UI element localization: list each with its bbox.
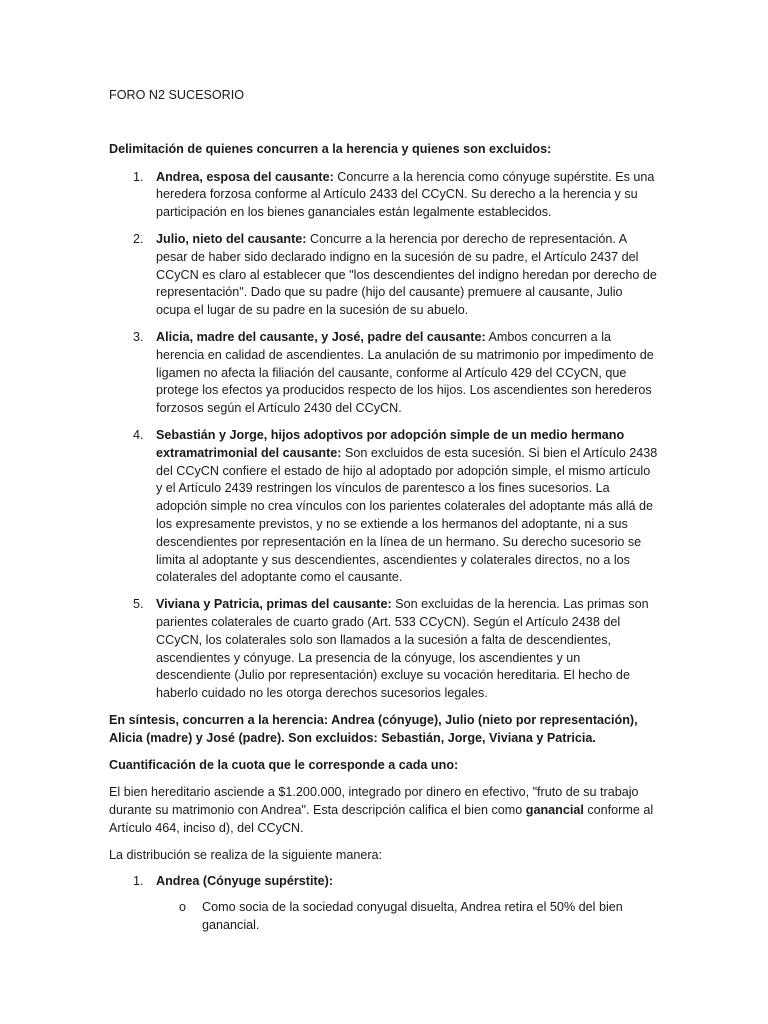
heir-label: Andrea, esposa del causante: — [156, 169, 334, 184]
list-item — [109, 169, 658, 222]
list-number: 4. — [133, 427, 144, 442]
heir-text: Son excluidas de la herencia. Las primas son parientes colaterales de cuarto grado (Art. 533 CCyCN). Según el Artículo 2438 del CCyCN, los colaterales solo son llamados a la sucesión a falta de descendientes, ascendientes y cónyuge. La presencia de la cónyuge, los ascendientes y un descendiente (Julio por representación) excluye su vocación hereditaria. El hecho de haberlo cuidado no les otorga derechos sucesorios legales. — [156, 597, 649, 701]
list-item — [109, 873, 658, 934]
bullet-marker: o — [179, 900, 187, 915]
list-number: 1. — [133, 874, 144, 889]
list-item — [109, 231, 658, 320]
heir-text: Concurre a la herencia por derecho de representación. A pesar de haber sido declarado indigno en la sucesión de su padre, el Artículo 2437 del CCyCN es claro al establecer que "los descendientes del indigno heredan por derecho de representación". Dado que su padre (hijo del causante) premuere al causante, Julio ocupa el lugar de su padre en la sucesión de su abuelo. — [156, 231, 657, 318]
heir-text: Concurre a la herencia como cónyuge supérstite. Es una heredera forzosa conforme al Artículo 2433 del CCyCN. Su derecho a la herencia y su participación en los bienes gananciales están legalmente establecidos. — [156, 169, 655, 220]
list-item — [109, 596, 658, 703]
heir-label: Julio, nieto del causante: — [156, 231, 307, 246]
distribution-list — [109, 873, 658, 934]
heir-text: Son excluidos de esta sucesión. Si bien el Artículo 2438 del CCyCN confiere el estado de hijo al adoptado por adopción simple, el mismo artículo y el Artículo 2439 restringen los vínculos de parentesco a los fines sucesorios. La adopción simple no crea vínculos con los parientes colaterales del adoptante más allá de los expresamente previstos, y no se extiende a los hermanos del adoptante, ni a sus descendientes por representación en la línea de un hermano. Su derecho sucesorio se limita al adoptante y sus descendientes, ascendientes y colaterales directos, no a los colaterales del adoptante como el causante. — [156, 445, 658, 585]
sub-list-item — [156, 899, 658, 935]
list-number: 1. — [133, 169, 144, 184]
heir-label: Sebastián y Jorge, hijos adoptivos por adopción simple de un medio hermano extramatrimonial del causante: — [156, 427, 625, 460]
distribution-sub-list — [156, 899, 658, 935]
asset-text-before: El bien hereditario asciende a $1.200.000, integrado por dinero en efectivo, "fruto de su trabajo durante su matrimonio con Andrea". Esta descripción califica el bien como — [109, 785, 639, 818]
distribution-intro: La distribución se realiza de la siguiente manera: — [109, 847, 383, 862]
distribution-label: Andrea (Cónyuge supérstite): — [156, 874, 334, 889]
sub-item-text: Como socia de la sociedad conyugal disuelta, Andrea retira el 50% del bien ganancial. — [202, 900, 623, 933]
document-title: FORO N2 SUCESORIO — [109, 88, 245, 102]
heir-label: Viviana y Patricia, primas del causante: — [156, 597, 392, 612]
summary-paragraph — [109, 712, 658, 748]
heirs-list — [109, 169, 658, 703]
heir-text: Ambos concurren a la herencia en calidad de ascendientes. La anulación de su matrimonio por impedimento de ligamen no afecta la filiación del causante, conforme al Artículo 429 del CCyCN, que protege los efectos ya producidos respecto de los hijos. Los ascendientes son herederos forzosos según el Artículo 2430 del CCyCN. — [156, 329, 654, 416]
list-item — [109, 427, 658, 587]
summary-text: En síntesis, concurren a la herencia: Andrea (cónyuge), Julio (nieto por representación), Alicia (madre) y José (padre). Son excluidos: Sebastián, Jorge, Viviana y Patricia. — [109, 712, 638, 745]
list-number: 5. — [133, 597, 144, 612]
asset-paragraph — [109, 784, 658, 837]
asset-text-bold: ganancial — [525, 803, 584, 818]
asset-text-after: conforme al Artículo 464, inciso d), del CCyCN. — [109, 803, 654, 835]
list-number: 2. — [133, 231, 144, 246]
heir-label: Alicia, madre del causante, y José, padre del causante: — [156, 329, 486, 344]
section-heading-quantification: Cuantificación de la cuota que le corresponde a cada uno: — [109, 757, 459, 772]
list-number: 3. — [133, 329, 144, 344]
list-item — [109, 329, 658, 418]
section-heading-delimitation: Delimitación de quienes concurren a la herencia y quienes son excluidos: — [109, 141, 552, 156]
